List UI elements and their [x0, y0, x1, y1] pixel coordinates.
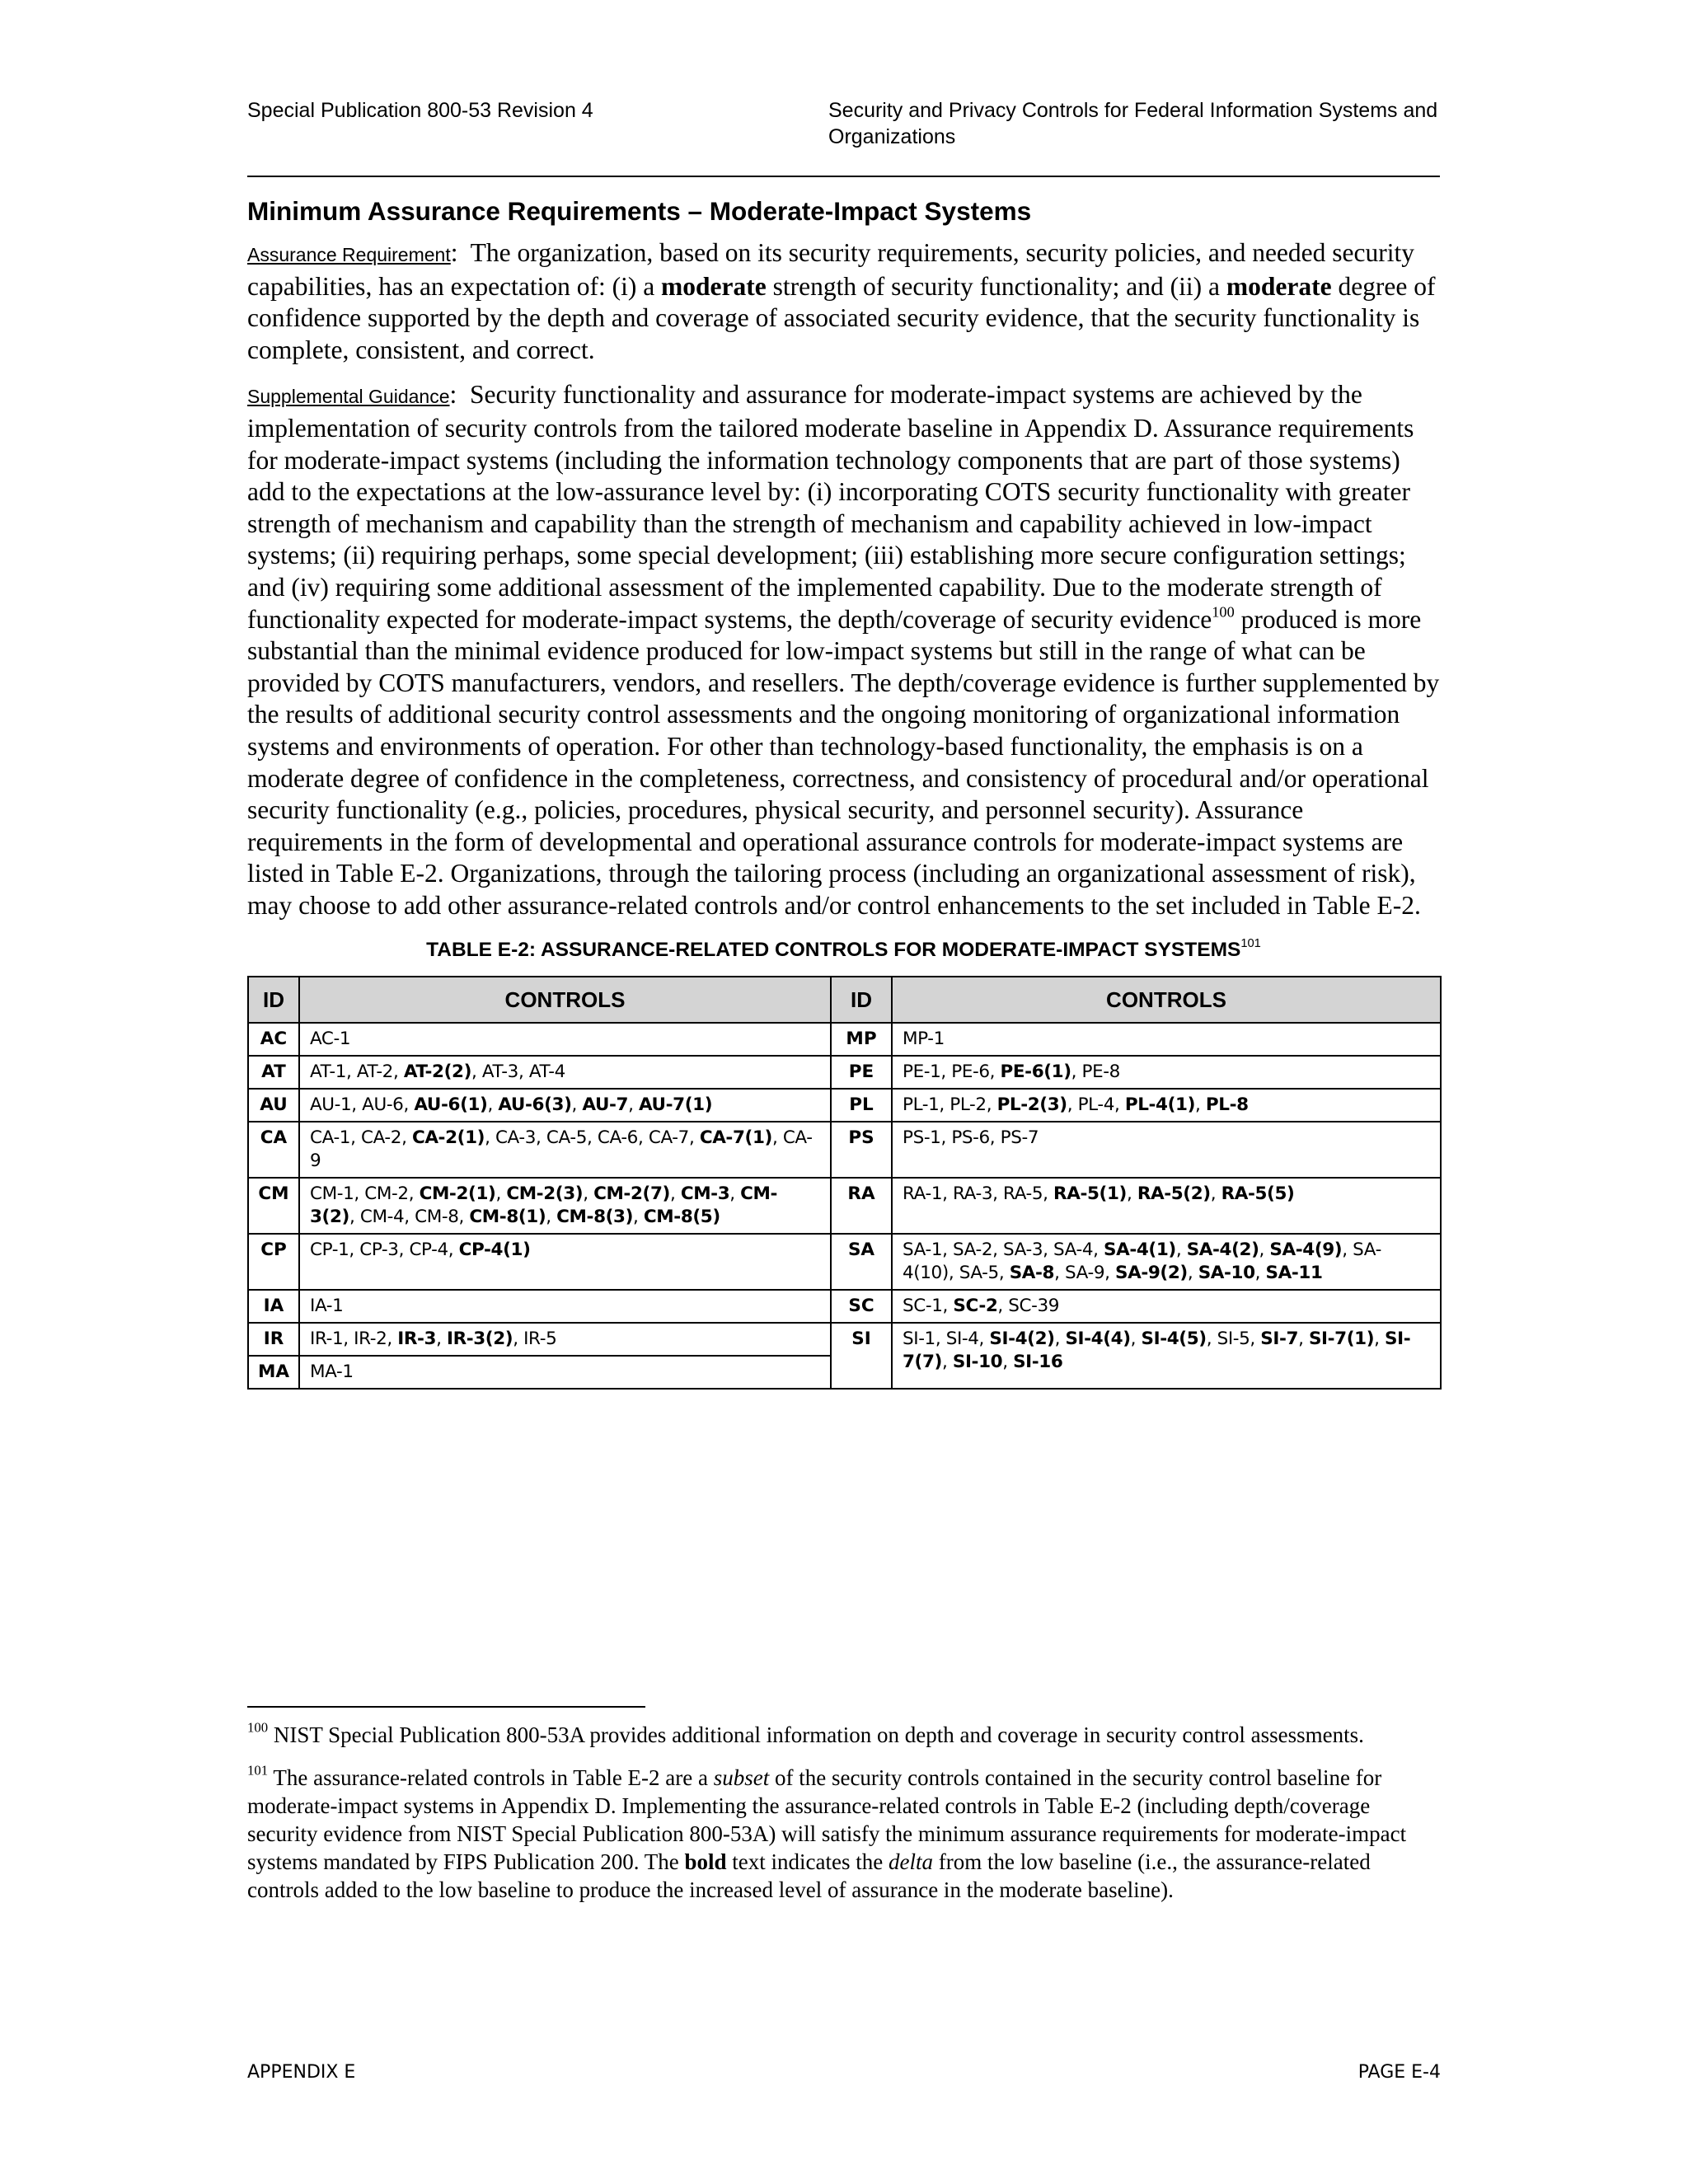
control-code: AU-7: [582, 1094, 629, 1116]
control-code: SC-2: [953, 1296, 998, 1317]
table-body: [248, 1023, 1441, 1389]
control-code: SA-4(10): [903, 1240, 1381, 1284]
family-id-cell: SA: [831, 1234, 892, 1290]
family-id-cell: PL: [831, 1089, 892, 1122]
control-code: PE-6: [951, 1062, 990, 1083]
footnote-text: text indicates the: [726, 1849, 889, 1874]
control-code: PS-1: [903, 1127, 941, 1149]
control-code: SC-39: [1008, 1296, 1060, 1317]
controls-cell: [299, 1023, 831, 1056]
control-code: SI-10: [952, 1352, 1003, 1373]
control-code: CA-2: [360, 1127, 402, 1149]
controls-cell: [299, 1290, 831, 1323]
assurance-text-2: strength of security functionality; and (ii) a: [766, 271, 1226, 301]
assurance-text-1: The organization, based on its security requirements, security policies, and needed security capabilities, has an expectation of: (i) a: [247, 238, 1414, 301]
control-code: CM-2(7): [593, 1183, 670, 1205]
footnote-italic: subset: [713, 1765, 770, 1790]
control-code: AU-6: [362, 1094, 404, 1116]
control-code: CA-9: [310, 1127, 813, 1172]
main-content: [247, 194, 1444, 1390]
footnotes: [247, 1721, 1444, 1919]
controls-cell: RA-1, RA-3, RA-5, RA-5(1), RA-5(2), RA-5(5): [892, 1178, 1441, 1234]
table-row: [248, 1290, 1441, 1323]
control-code: SA-5: [959, 1263, 999, 1284]
table-row: [248, 1178, 1441, 1234]
control-code: SA-9(2): [1115, 1263, 1188, 1284]
control-code: IR-3(2): [446, 1329, 513, 1350]
supplemental-text-2: produced is more substantial than the minimal evidence produced for low-impact systems but still in the range of what can be provided by COTS manufacturers, vendors, and resellers. The depth/coverage evidence is further supplemented by the results of additional security control assessments and the ongoing monitoring of organizational information systems and environments of operation. For other than technology-based functionality, the emphasis is on a moderate degree of confidence in the completeness, correctness, and consistency of procedural and/or operational security functionality (e.g., policies, procedures, physical security, and personnel security). Assurance requirements in the form of developmental and operational assurance controls for moderate-impact systems are listed in Table E-2. Organizations, through the tailoring process (including an organizational assessment of risk), may choose to add other assurance-related controls and/or control enhancements to the set included in Table E-2.: [247, 604, 1440, 920]
control-code: SI-1: [903, 1329, 935, 1350]
control-code: SA-4(9): [1269, 1240, 1343, 1261]
assurance-bold-2: moderate: [1226, 271, 1332, 301]
controls-cell: SC-1, SC-2, SC-39: [892, 1290, 1441, 1323]
controls-cell: CP-1, CP-3, CP-4, CP-4(1): [299, 1234, 831, 1290]
control-code: CM-8: [415, 1207, 459, 1228]
footnote-text: NIST Special Publication 800-53A provides additional information on depth and coverage in security control assessments.: [268, 1722, 1364, 1747]
table-title: [247, 938, 1440, 963]
footnote-ref-100[interactable]: 100: [1212, 602, 1235, 620]
control-code: SA-1: [903, 1240, 943, 1261]
family-id-cell: PE: [831, 1056, 892, 1089]
control-code: RA-5(5): [1221, 1183, 1295, 1205]
controls-cell: SA-1, SA-2, SA-3, SA-4, SA-4(1), SA-4(2), SA-4(9), SA-4(10), SA-5, SA-8, SA-9, SA-9(2), SA-10, SA-11: [892, 1234, 1441, 1290]
family-id-cell: CP: [248, 1234, 299, 1290]
footnote-text: of the security controls contained in the security control baseline for moderate-impact systems in Appendix D. Implementing the assurance-related controls in Table E-2 (including depth/coverage security evidence from NIST Special Publication 800-53A) will satisfy the minimum assurance requirements for moderate-impact systems mandated by FIPS Publication 200. The: [247, 1765, 1407, 1874]
family-id-cell: MP: [831, 1023, 892, 1056]
table-header-row: [248, 977, 1441, 1023]
section-title: Minimum Assurance Requirements – Moderate-Impact Systems: [247, 196, 1032, 226]
control-code: AU-1: [310, 1094, 352, 1116]
control-code: CM-4: [359, 1207, 405, 1228]
control-code: RA-5: [1003, 1183, 1043, 1205]
table-title-text: TABLE E-2: ASSURANCE-RELATED CONTROLS FOR MODERATE-IMPACT SYSTEMS: [426, 939, 1241, 962]
family-id-cell: PS: [831, 1122, 892, 1178]
running-header-left: Special Publication 800-53 Revision 4: [247, 99, 593, 122]
controls-cell: PE-1, PE-6, PE-6(1), PE-8: [892, 1056, 1441, 1089]
control-code: CP-4: [409, 1240, 448, 1261]
supplemental-guidance-paragraph: Supplemental Guidance: Security functionality and assurance for moderate-impact systems are achieved by the implementation of security controls from the tailored moderate baseline in Appendix D. Assurance requirements for moderate-impact systems (including the information technology components that are part of those systems) add to the expectations at the low-assurance level by: (i) incorporating COTS security functionality with greater strength of mechanism and capability than the strength of mechanism and capability achieved in low-impact systems; (ii) requiring perhaps, some special development; (iii) establishing more secure configuration settings; and (iv) requiring some additional assessment of the implemented capability. Due to the moderate strength of functionality expected for moderate-impact systems, the depth/coverage of security evidence$^{100}$ produced is more substantial than the minimal evidence produced for low-impact systems but still in the range of what can be provided by COTS manufacturers, vendors, and resellers. The depth/coverage evidence is further supplemented by the results of additional security control assessments and the ongoing monitoring of organizational information systems and environments of operation. For other than technology-based functionality, the emphasis is on a moderate degree of confidence in the completeness, correctness, and consistency of procedural and/or operational security functionality (e.g., policies, procedures, physical security, and personnel security). Assurance requirements in the form of developmental and operational assurance controls for moderate-impact systems are listed in Table E-2. Organizations, through the tailoring process (including an organizational assessment of risk), may choose to add other assurance-related controls and/or control enhancements to the set included in Table E-2.: [247, 380, 1440, 920]
control-code: SI-4(5): [1141, 1329, 1207, 1350]
family-id-cell: CA: [248, 1122, 299, 1178]
control-code: IR-3: [397, 1329, 437, 1350]
column-header-id: ID: [248, 977, 299, 1023]
control-code: RA-3: [953, 1183, 993, 1205]
control-code: CM-2: [364, 1183, 409, 1205]
control-code: SA-2: [953, 1240, 993, 1261]
control-code: SA-11: [1265, 1263, 1323, 1284]
control-code: AT-1: [310, 1062, 347, 1083]
family-id-cell: SI: [831, 1323, 892, 1389]
control-code: SI-7(1): [1308, 1329, 1375, 1350]
control-code: CA-3: [495, 1127, 537, 1149]
control-code: SA-9: [1065, 1263, 1105, 1284]
assurance-requirement-paragraph: Assurance Requirement: The organization, based on its security requirements, security policies, and needed security capabilities, has an expectation of: (i) a moderate strength of security functionality; and (ii) a moderate degree of confidence supported by the depth and coverage of associated security evidence, that the security functionality is complete, consistent, and correct.: [247, 238, 1436, 364]
control-code: IA-1: [310, 1296, 344, 1317]
footnote-text: The assurance-related controls in Table E-2 are a: [268, 1765, 714, 1790]
table-row: [248, 1023, 1441, 1056]
control-code: IR-5: [523, 1329, 557, 1350]
control-code: CM-8(3): [556, 1207, 634, 1228]
controls-cell: [299, 1356, 831, 1389]
control-code: CP-4(1): [458, 1240, 531, 1261]
supplemental-guidance-label: Supplemental Guidance: [247, 386, 450, 408]
controls-cell: CA-1, CA-2, CA-2(1), CA-3, CA-5, CA-6, CA-7, CA-7(1), CA-9: [299, 1122, 831, 1178]
footer-appendix: APPENDIX E: [247, 2062, 356, 2083]
control-code: CP-1: [310, 1240, 349, 1261]
family-id-cell: IA: [248, 1290, 299, 1323]
controls-cell: AU-1, AU-6, AU-6(1), AU-6(3), AU-7, AU-7(1): [299, 1089, 831, 1122]
family-id-cell: AC: [248, 1023, 299, 1056]
header-rule: [247, 176, 1440, 177]
supplemental-text-1: Security functionality and assurance for moderate-impact systems are achieved by the implementation of security controls from the tailored moderate baseline in Appendix D. Assurance requirements for moderate-impact systems (including the information technology components that are part of those systems) add to the expectations at the low-assurance level by: (i) incorporating COTS security functionality with greater strength of mechanism and capability than the strength of mechanism and capability achieved in low-impact systems; (ii) requiring perhaps, some special development; (iii) establishing more secure configuration settings; and (iv) requiring some additional assessment of the implemented capability. Due to the moderate strength of functionality expected for moderate-impact systems, the depth/coverage of security evidence: [247, 380, 1414, 634]
control-code: SA-8: [1009, 1263, 1055, 1284]
control-code: AT-2(2): [403, 1062, 472, 1083]
controls-cell: IR-1, IR-2, IR-3, IR-3(2), IR-5: [299, 1323, 831, 1356]
footnote-ref-101[interactable]: 101: [1240, 937, 1261, 951]
control-code: CA-7(1): [699, 1127, 772, 1149]
control-code: CA-2(1): [411, 1127, 485, 1149]
control-code: AU-6(1): [414, 1094, 488, 1116]
control-code: AT-2: [356, 1062, 393, 1083]
control-code: CM-3: [680, 1183, 730, 1205]
table-row: [248, 1323, 1441, 1356]
footnote-100: [247, 1721, 1444, 1749]
control-code: AC-1: [310, 1029, 351, 1050]
control-code: AU-7(1): [638, 1094, 713, 1116]
control-code: PL-2: [950, 1094, 987, 1116]
footnote-number: 101: [247, 1762, 269, 1779]
control-code: PL-1: [903, 1094, 940, 1116]
assurance-bold-1: moderate: [661, 271, 767, 301]
family-id-cell: IR: [248, 1323, 299, 1356]
controls-cell: AT-1, AT-2, AT-2(2), AT-3, AT-4: [299, 1056, 831, 1089]
control-code: PS-7: [1000, 1127, 1039, 1149]
family-id-cell: AU: [248, 1089, 299, 1122]
control-code: CA-7: [648, 1127, 689, 1149]
control-code: SI-4: [945, 1329, 979, 1350]
control-code: PL-4(1): [1124, 1094, 1196, 1116]
table-row: [248, 1122, 1441, 1178]
controls-cell: [892, 1023, 1441, 1056]
control-code: RA-5(1): [1053, 1183, 1127, 1205]
footnote-bold: bold: [684, 1849, 727, 1874]
controls-cell: CM-1, CM-2, CM-2(1), CM-2(3), CM-2(7), CM-3, CM-3(2), CM-4, CM-8, CM-8(1), CM-8(3), CM-8(5): [299, 1178, 831, 1234]
control-code: CM-8(5): [643, 1207, 720, 1228]
footnote-text: from the low baseline (i.e., the assurance-related controls added to the low baseline to produce the increased level of assurance in the moderate baseline).: [247, 1849, 1371, 1902]
footnote-101: [247, 1764, 1444, 1904]
control-code: CM-2(3): [506, 1183, 584, 1205]
table-row: [248, 1234, 1441, 1290]
column-header-controls: CONTROLS: [892, 977, 1441, 1023]
control-code: PE-1: [903, 1062, 941, 1083]
control-code: PS-6: [951, 1127, 990, 1149]
controls-cell: PL-1, PL-2, PL-2(3), PL-4, PL-4(1), PL-8: [892, 1089, 1441, 1122]
control-code: CM-3(2): [310, 1183, 778, 1228]
family-id-cell: AT: [248, 1056, 299, 1089]
controls-cell: PS-1, PS-6, PS-7: [892, 1122, 1441, 1178]
control-code: SA-4(1): [1104, 1240, 1176, 1261]
control-code: RA-5(2): [1137, 1183, 1211, 1205]
control-code: SA-4: [1053, 1240, 1094, 1261]
control-code: CA-1: [310, 1127, 351, 1149]
control-code: PE-8: [1081, 1062, 1120, 1083]
controls-cell: SI-1, SI-4, SI-4(2), SI-4(4), SI-4(5), SI-5, SI-7, SI-7(1), SI-7(7), SI-10, SI-16: [892, 1323, 1441, 1389]
family-id-cell: RA: [831, 1178, 892, 1234]
control-code: SI-7(7): [903, 1329, 1411, 1373]
assurance-controls-table: [247, 976, 1442, 1390]
control-code: SI-4(4): [1065, 1329, 1131, 1350]
assurance-requirement-label: Assurance Requirement: [247, 244, 451, 265]
control-code: CA-5: [546, 1127, 587, 1149]
footnote-number: 100: [247, 1719, 269, 1736]
control-code: RA-1: [903, 1183, 943, 1205]
table-row: [248, 1089, 1441, 1122]
control-code: CM-1: [310, 1183, 354, 1205]
control-code: AT-3: [481, 1062, 518, 1083]
family-id-cell: MA: [248, 1356, 299, 1389]
column-header-controls: CONTROLS: [299, 977, 831, 1023]
column-header-id: ID: [831, 977, 892, 1023]
control-code: IR-2: [354, 1329, 387, 1350]
control-code: SI-4(2): [989, 1329, 1055, 1350]
control-code: PE-6(1): [1000, 1062, 1071, 1083]
control-code: SI-5: [1217, 1329, 1250, 1350]
family-id-cell: SC: [831, 1290, 892, 1323]
control-code: SI-7: [1260, 1329, 1299, 1350]
running-header-right: Security and Privacy Controls for Federal Information Systems and Organizations: [828, 99, 1438, 148]
control-code: AT-4: [528, 1062, 565, 1083]
control-code: AU-6(3): [498, 1094, 572, 1116]
control-code: CM-2(1): [419, 1183, 496, 1205]
control-code: SA-3: [1003, 1240, 1043, 1261]
footnote-rule: [247, 1706, 645, 1708]
control-code: PL-8: [1205, 1094, 1249, 1116]
control-code: SI-16: [1013, 1352, 1063, 1373]
control-code: PL-4: [1077, 1094, 1114, 1116]
footnote-italic: delta: [888, 1849, 933, 1874]
control-code: PL-2(3): [996, 1094, 1067, 1116]
control-code: MP-1: [903, 1029, 945, 1050]
assurance-text-3: degree of confidence supported by the depth and coverage of associated security evidence, that the security functionality is complete, consistent, and correct.: [247, 271, 1436, 364]
table-row: [248, 1056, 1441, 1089]
control-code: CM-8(1): [469, 1207, 546, 1228]
control-code: CA-6: [597, 1127, 638, 1149]
control-code: SA-10: [1198, 1263, 1255, 1284]
control-code: SC-1: [903, 1296, 943, 1317]
control-code: MA-1: [310, 1361, 354, 1383]
control-code: CP-3: [359, 1240, 399, 1261]
control-code: IR-1: [310, 1329, 344, 1350]
family-id-cell: CM: [248, 1178, 299, 1234]
control-code: SA-4(2): [1186, 1240, 1259, 1261]
footer-page-number: PAGE E-4: [1357, 2062, 1441, 2083]
